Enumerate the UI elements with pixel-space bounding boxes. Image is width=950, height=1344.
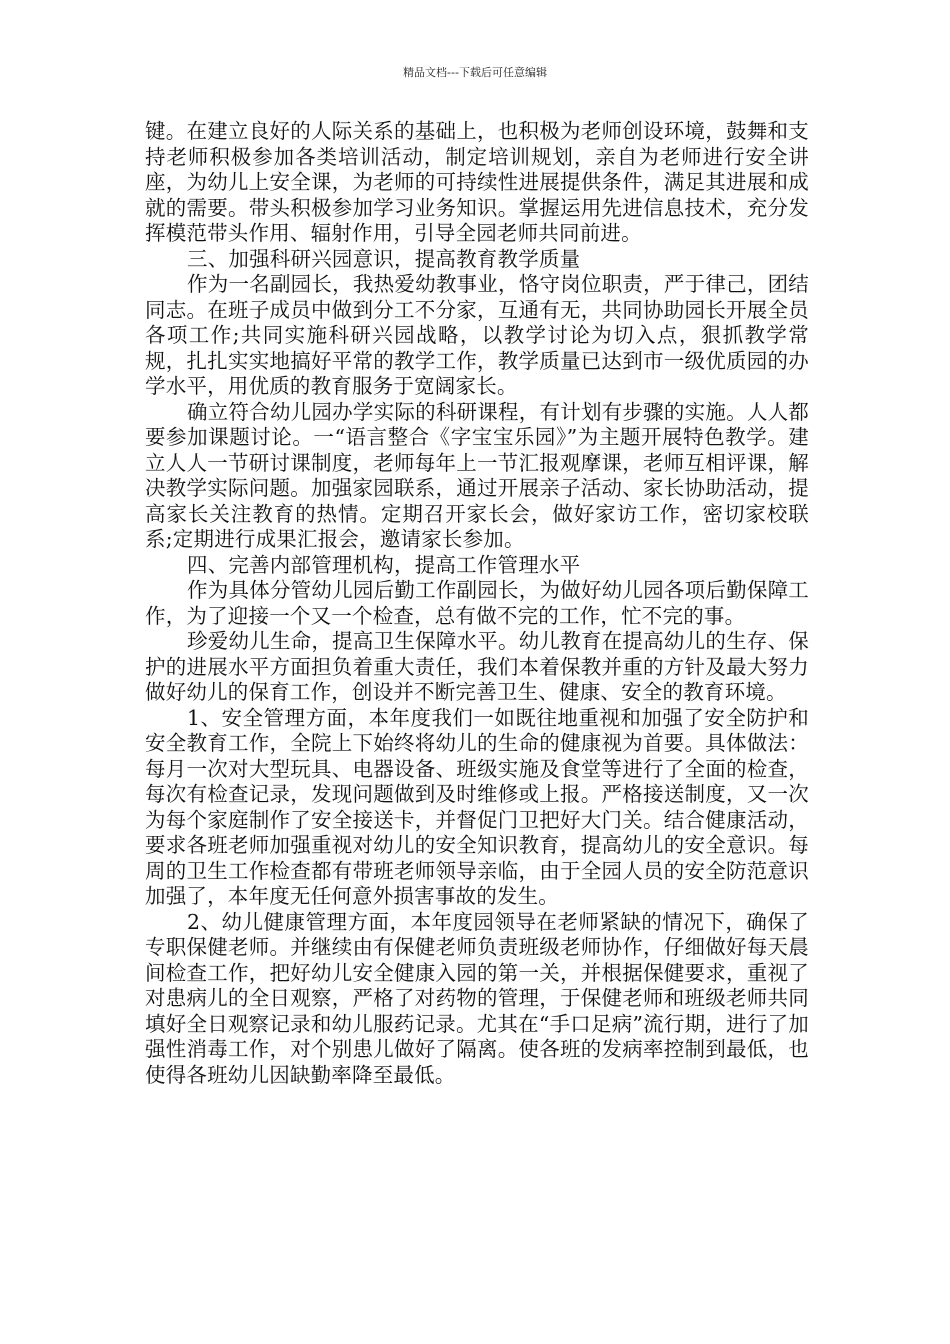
document-body <box>145 119 809 1088</box>
page-header: 精品文档---下载后可任意编辑 <box>403 66 547 79</box>
paragraph: 珍爱幼儿生命，提高卫生保障水平。幼儿教育在提高幼儿的生存、保护的进展水平方面担负着重大责任，我们本着保教并重的方针及最大努力做好幼儿的保育工作，创设并不断完善卫生、健康、安全的教育环境。 <box>145 629 809 704</box>
paragraph-continuation: 键。在建立良好的人际关系的基础上，也积极为老师创设环境，鼓舞和支持老师积极参加各类培训活动，制定培训规划，亲自为老师进行安全讲座，为幼儿上安全课，为老师的可持续性进展提供条件，满足其进展和成就的需要。带头积极参加学习业务知识。掌握运用先进信息技术，充分发挥模范带头作用、辐射作用，引导全园老师共同前进。 <box>145 119 809 245</box>
paragraph-safety-management: 1、安全管理方面，本年度我们一如既往地重视和加强了安全防护和安全教育工作，全院上下始终将幼儿的生命的健康视为首要。具体做法：每月一次对大型玩具、电器设备、班级实施及食堂等进行了全面的检查，每次有检查记录，发现问题做到及时维修或上报。严格接送制度，又一次为每个家庭制作了安全接送卡，并督促门卫把好大门关。结合健康活动，要求各班老师加强重视对幼儿的安全知识教育，提高幼儿的安全意识。每周的卫生工作检查都有带班老师领导亲临，由于全园人员的安全防范意识加强了，本年度无任何意外损害事故的发生。 <box>145 705 809 908</box>
section-heading-four: 四、完善内部管理机构，提高工作管理水平 <box>187 552 581 577</box>
paragraph: 作为一名副园长，我热爱幼教事业，恪守岗位职责，严于律己，团结同志。在班子成员中做到分工不分家，互通有无，共同协助园长开展全员各项工作;共同实施科研兴园战略，以教学讨论为切入点，狠抓教学常规，扎扎实实地搞好平常的教学工作，教学质量已达到市一级优质园的办学水平，用优质的教育服务于宽阔家长。 <box>145 272 809 398</box>
section-heading-three: 三、加强科研兴园意识，提高教育教学质量 <box>187 246 581 271</box>
paragraph: 作为具体分管幼儿园后勤工作副园长，为做好幼儿园各项后勤保障工作，为了迎接一个又一个检查，总有做不完的工作，忙不完的事。 <box>145 578 809 628</box>
paragraph: 确立符合幼儿园办学实际的科研课程，有计划有步骤的实施。人人都要参加课题讨论。一“语言整合《字宝宝乐园》”为主题开展特色教学。建立人人一节研讨课制度，老师每年上一节汇报观摩课，老师互相评课，解决教学实际问题。加强家园联系，通过开展亲子活动、家长协助活动，提高家长关注教育的热情。定期召开家长会，做好家访工作，密切家校联系;定期进行成果汇报会，邀请家长参加。 <box>145 399 809 551</box>
paragraph-health-management: 2、幼儿健康管理方面，本年度园领导在老师紧缺的情况下，确保了专职保健老师。并继续由有保健老师负责班级老师协作，仔细做好每天晨间检查工作，把好幼儿安全健康入园的第一关，并根据保健要求，重视了对患病儿的全日观察，严格了对药物的管理，于保健老师和班级老师共同填好全日观察记录和幼儿服药记录。尤其在“手口足病”流行期，进行了加强性消毒工作，对个别患儿做好了隔离。使各班的发病率控制到最低，也使得各班幼儿因缺勤率降至最低。 <box>145 909 809 1087</box>
